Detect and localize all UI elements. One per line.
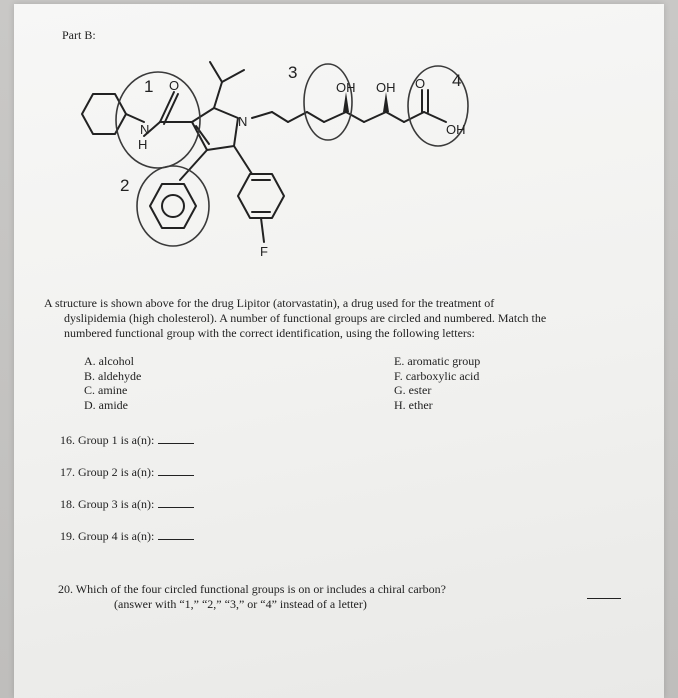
choice-f: F. carboxylic acid (394, 368, 480, 383)
choice-d: D. amide (84, 397, 128, 412)
question-20: 20. Which of the four circled functional groups is on or includes a chiral carbon? (answer with “1,” “2,” “3,” or “4” instead of a letter) (58, 582, 446, 611)
choice-e: E. aromatic group (394, 354, 481, 368)
label-n-amide: N (140, 122, 150, 137)
label-oh-acid: OH (446, 122, 466, 137)
group-number-1: 1 (144, 77, 154, 96)
question-17: 17. Group 2 is a(n): (60, 464, 194, 480)
group-number-3: 3 (288, 63, 298, 82)
label-h-amide: H (138, 137, 148, 152)
choice-b: B. aldehyde (84, 368, 142, 383)
choice-h: H. ether (394, 397, 433, 412)
answer-blank-17[interactable] (158, 464, 194, 476)
choice-c: C. amine (84, 383, 128, 397)
choice-a: A. alcohol (84, 354, 134, 368)
label-oh-1: OH (336, 80, 356, 95)
group-number-2: 2 (120, 176, 130, 195)
answer-blank-16[interactable] (158, 432, 194, 444)
question-18: 18. Group 3 is a(n): (60, 496, 194, 512)
answer-blank-18[interactable] (158, 496, 194, 508)
answer-choices-left (84, 354, 141, 412)
choice-g: G. ester (394, 383, 432, 397)
group-number-4: 4 (452, 71, 462, 90)
phenyl-ring-bottom (150, 184, 196, 228)
circle-group-2 (137, 166, 209, 246)
answer-blank-20[interactable] (587, 598, 621, 599)
answer-choices-right (394, 354, 480, 412)
label-fluorine: F (260, 244, 268, 259)
worksheet-page (14, 4, 664, 698)
wedge-bond-2 (383, 92, 389, 112)
circle-group-1 (116, 72, 200, 168)
atorvastatin-structure-diagram (62, 54, 532, 269)
instructions: A structure is shown above for the drug Lipitor (atorvastatin), a drug used for the treatment of dyslipidemia (high cholesterol). A number of functional groups are circled and numbered. Match the numbered functional group with the correct identification, using the following letters: (44, 296, 547, 340)
question-16: 16. Group 1 is a(n): (60, 432, 194, 448)
question-19: 19. Group 4 is a(n): (60, 528, 194, 544)
wedge-bond-1 (343, 92, 349, 112)
answer-blank-19[interactable] (158, 528, 194, 540)
part-label: Part B: (62, 28, 96, 42)
label-oh-2: OH (376, 80, 396, 95)
label-o-acid: O (415, 76, 426, 91)
label-n-pyrrole: N (238, 114, 248, 129)
label-o-carbonyl: O (169, 78, 180, 93)
